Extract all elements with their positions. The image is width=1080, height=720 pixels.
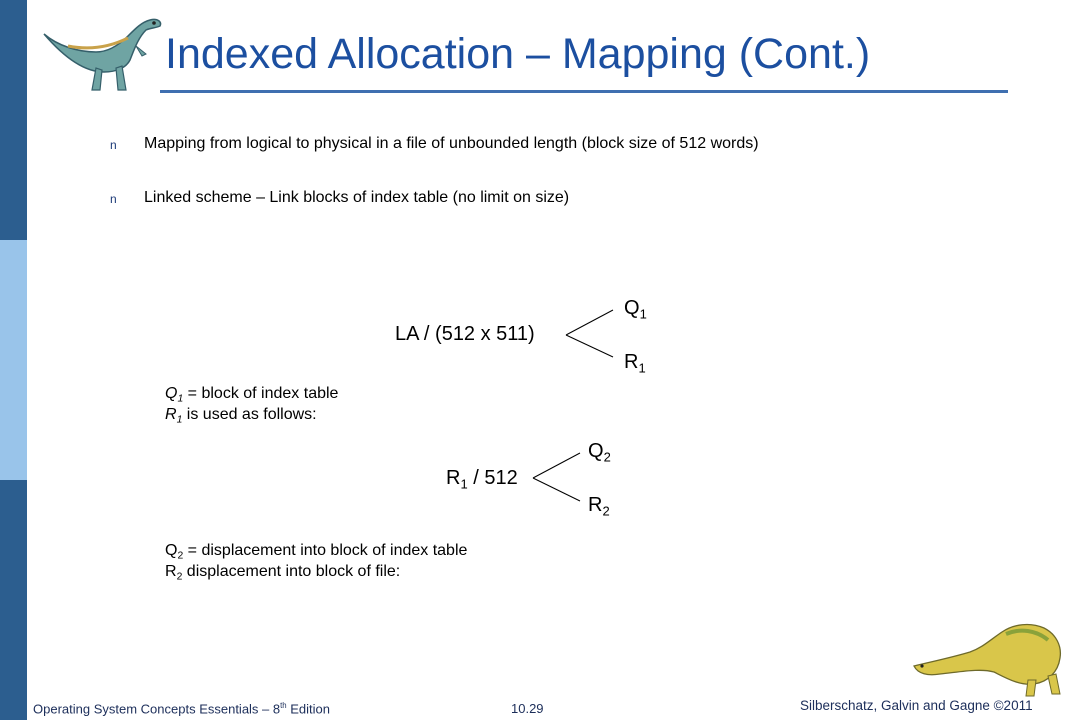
note-r1: $R_1$ is used as follows: (165, 406, 317, 426)
footer-page-number: 10.29 (511, 701, 544, 716)
dinosaur-logo-bottom (910, 618, 1070, 698)
diagram1-expression: LA / (512 x 511) (395, 323, 535, 345)
note-q2: $Q_2$ = displacement into block of index table (165, 542, 468, 562)
bullet-text-mapping: Mapping from logical to physical in a file of unbounded length (block size of 512 words) (144, 135, 759, 152)
slide-title: Indexed Allocation – Mapping (Cont.) (165, 30, 871, 78)
diagram1-remainder-branch (566, 335, 613, 357)
diagram2-remainder-branch (533, 478, 580, 501)
bullet-text-linked-scheme: Linked scheme – Link blocks of index table (no limit on size) (144, 189, 570, 206)
note-r2: $R_2$ displacement into block of file: (165, 563, 401, 583)
diagram2-remainder: $R_2$ (588, 494, 610, 519)
bullet-marker: n (110, 138, 117, 152)
footer-copyright: Silberschatz, Galvin and Gagne ©2011 (800, 698, 1033, 713)
bullet-marker: n (110, 192, 117, 206)
diagram1-quotient: $Q_1$ (624, 297, 647, 322)
footer-book-title: Operating System Concepts Essentials – 8th Edition (33, 701, 331, 717)
diagram2-quotient-branch (533, 453, 580, 478)
note-q1: $Q_1$ = block of index table (165, 385, 339, 405)
diagram2-quotient: $Q_2$ (588, 440, 611, 465)
diagram2-expression: $R_1 / 512$ (446, 467, 518, 492)
diagram1-quotient-branch (566, 310, 613, 335)
diagram1-remainder: $R_1$ (624, 351, 646, 376)
